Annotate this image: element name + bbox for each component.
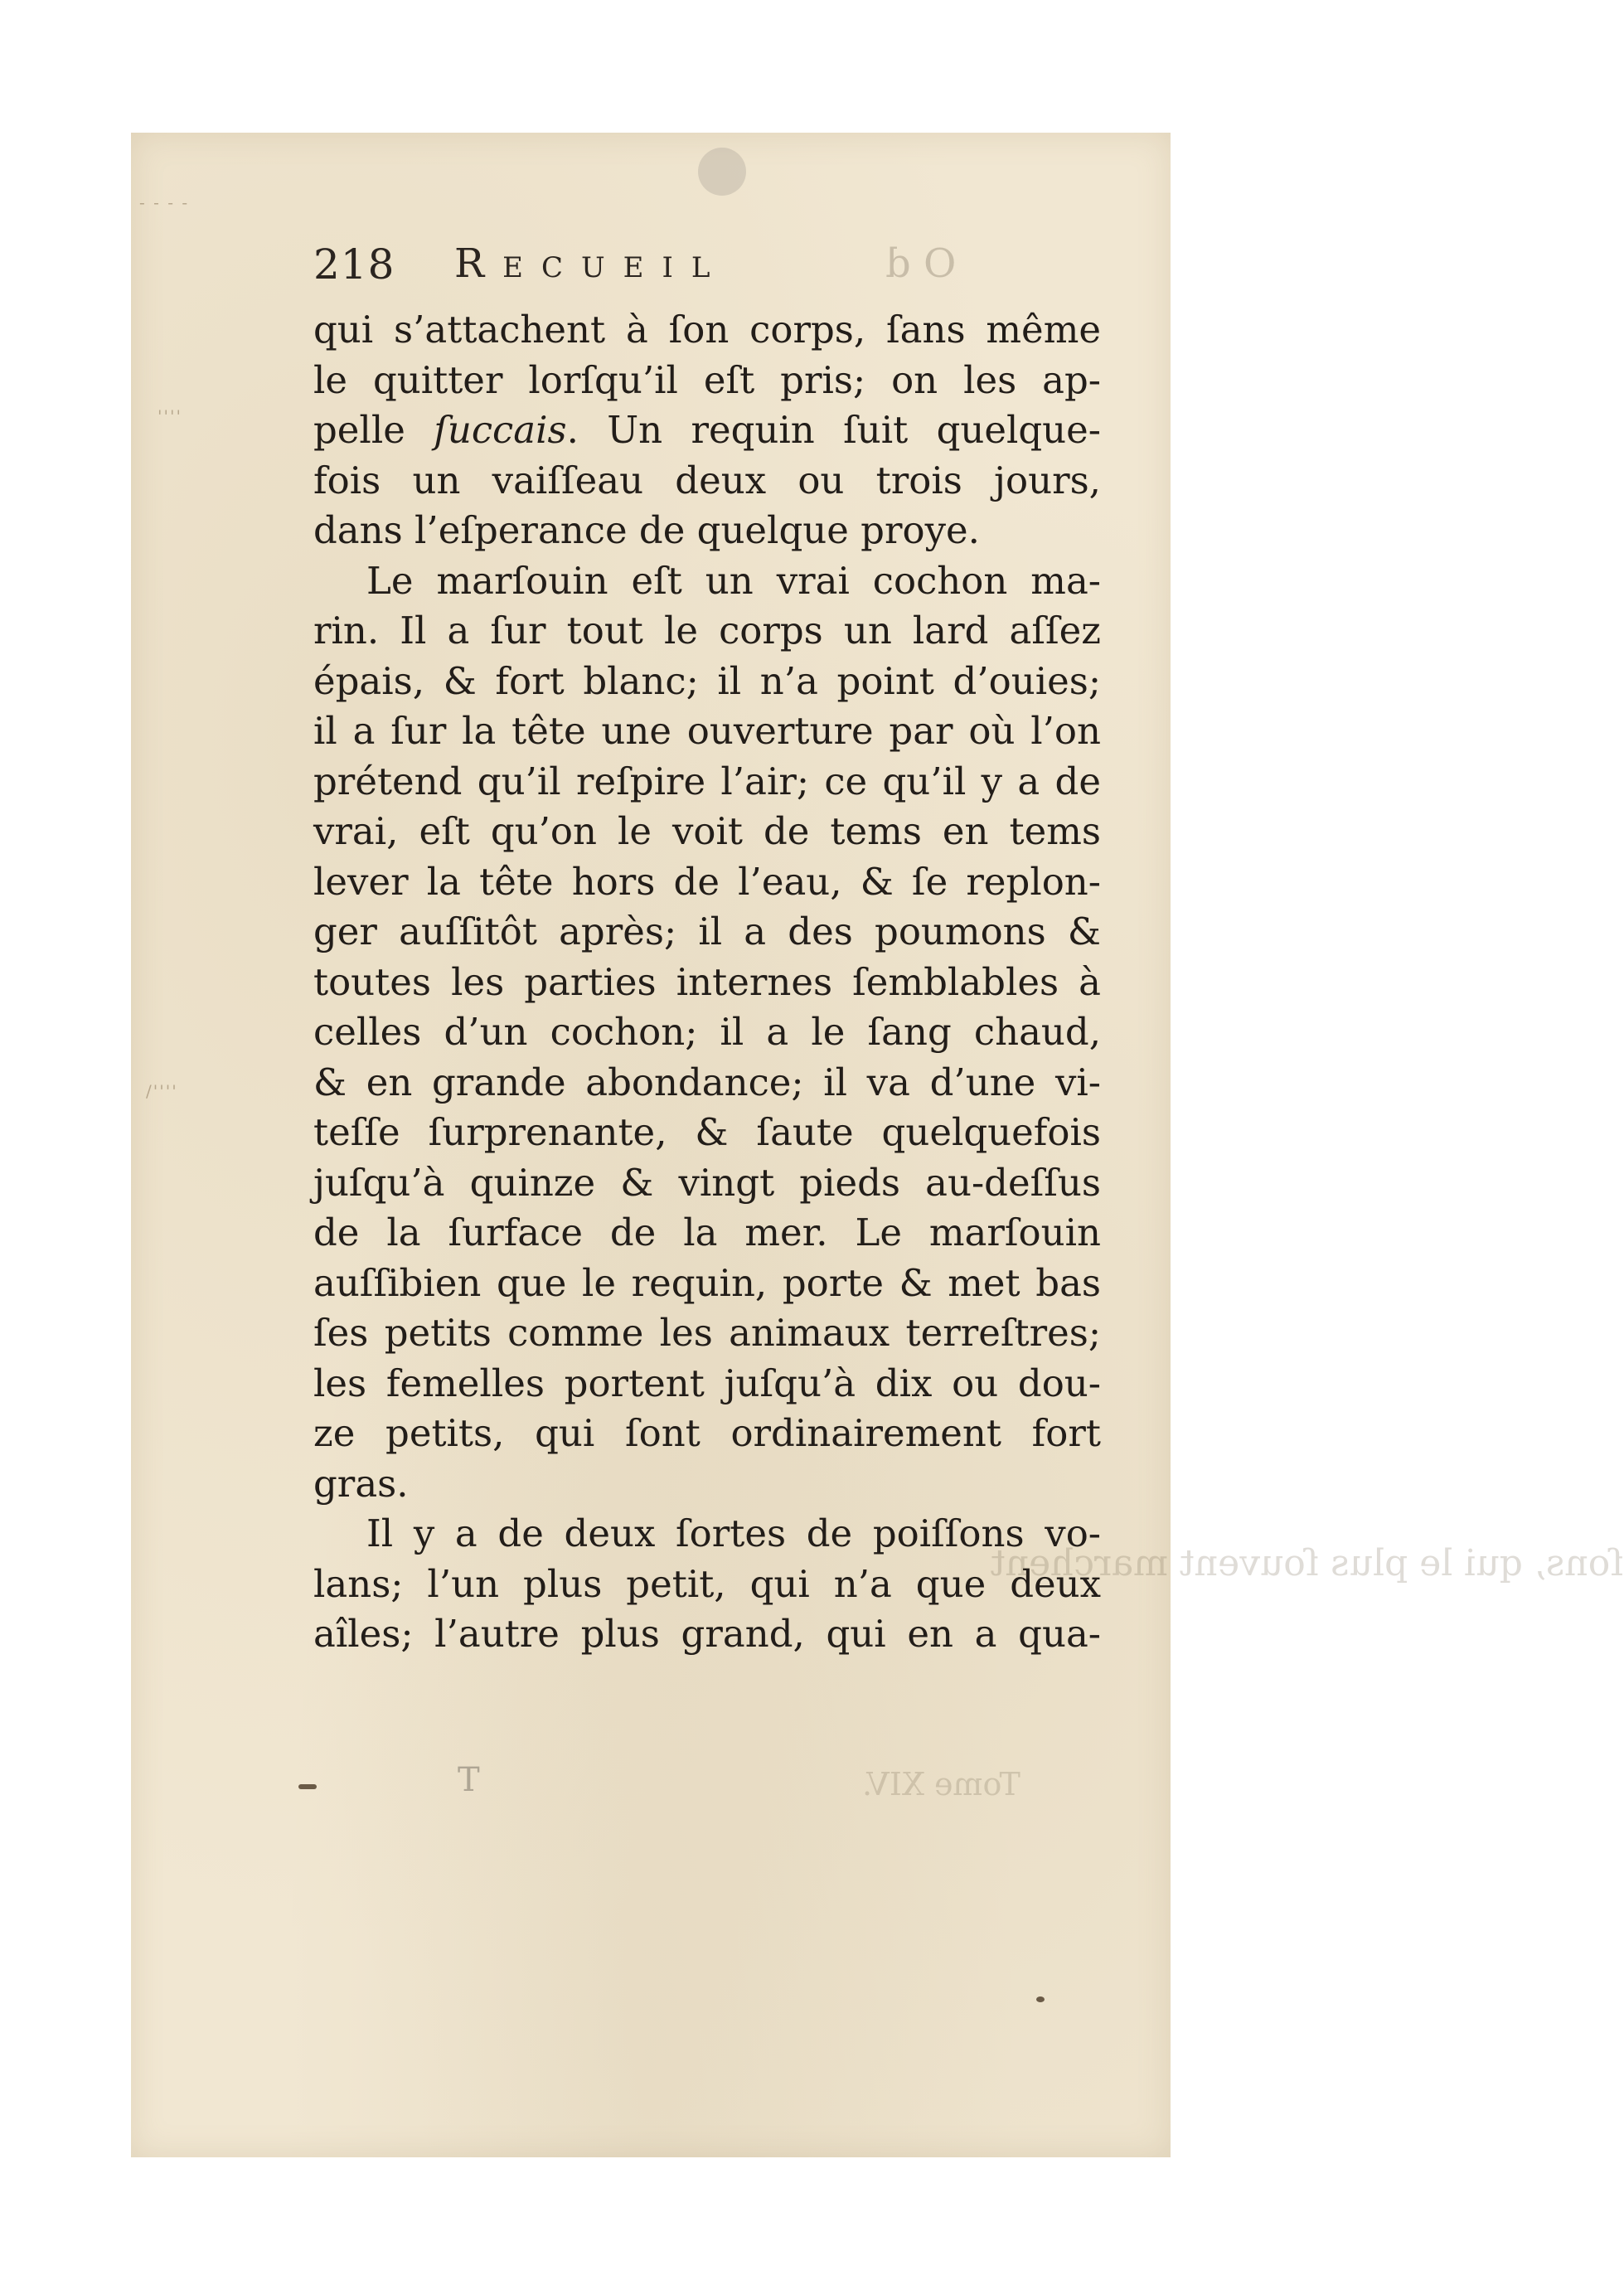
text-line: celles d’un cochon; il a le ſang chaud, (313, 1010, 1101, 1054)
text-line: vrai, eſt qu’on le voit de tems en tems (313, 809, 1101, 853)
text-line: de la ſurface de la mer. Le marſouin (313, 1210, 1101, 1254)
text-line: le quitter lorſqu’il eſt pris; on les ap- (313, 357, 1101, 402)
text-line: ger auſſitôt après; il a des poumons & (313, 910, 1101, 953)
text-line: rin. Il a ſur tout le corps un lard aſſez (313, 609, 1101, 653)
signature-mark: T (458, 1761, 480, 1799)
text-line: il a ſur la tête une ouverture par où l’on (313, 709, 1101, 753)
text-line: gras. (313, 1461, 409, 1506)
text-line: & en grande abondance; il va d’une vi- (313, 1060, 1101, 1104)
text-line: toutes les parties internes ſemblables à (313, 959, 1101, 1004)
italic-term: ſuccais (434, 408, 567, 452)
text-line: Le marſouin eſt un vrai cochon ma- (366, 558, 1101, 603)
text-line: ze petits, qui ſont ordinairement fort (313, 1411, 1101, 1455)
text-line: lever la tête hors de l’eau, & ſe replon- (313, 859, 1101, 904)
text-line: teſſe ſurprenante, & ſaute quelquefois (313, 1110, 1101, 1154)
ink-stain (698, 148, 746, 196)
text-line: ſes petits comme les animaux terreſtres; (313, 1311, 1101, 1355)
page-number: 218 (313, 240, 395, 289)
text-line: qui s’attachent à ſon corps, ſans même (313, 308, 1101, 352)
margin-mark: /'''' (146, 1081, 178, 1101)
text-line (313, 405, 1101, 456)
text-line-content: pelle ſuccais. Un requin ſuit quelque- (313, 408, 1102, 452)
text-line: les femelles portent juſqu’à dix ou dou- (313, 1361, 1101, 1405)
text-line: aîles; l’autre plus grand, qui en a qua- (313, 1612, 1101, 1656)
margin-mark: '''' (158, 406, 182, 426)
page-header (313, 240, 1010, 298)
bleed-through-mark: ſons, qui le plus ſouvent marchent (991, 1542, 1624, 1584)
paper-speck (1036, 1996, 1045, 2002)
page-body (313, 305, 1101, 1660)
text-line: juſqu’à quinze & vingt pieds au-deſſus (313, 1160, 1101, 1205)
paper-speck (298, 1784, 317, 1789)
bleed-through-mark: Tome XIV. (862, 1766, 1020, 1802)
text-line: épais, & fort blanc; il n’a point d’ouies; (313, 658, 1101, 703)
text-line: prétend qu’il reſpire l’air; ce qu’il y a de (313, 759, 1101, 803)
text-line: Il y a de deux ſortes de poiſſons vo- (366, 1511, 1101, 1555)
text-line: dans l’eſperance de quelque proye. (313, 508, 980, 552)
margin-mark: - - - - (139, 192, 190, 212)
bleed-through-mark: O d (885, 240, 957, 287)
text-line: fois un vaiſſeau deux ou trois jours, (313, 458, 1101, 502)
running-head: Recueil (454, 240, 729, 287)
text-line: lans; l’un plus petit, qui n’a que deux (313, 1561, 1101, 1606)
text-line: auſſibien que le requin, porte & met bas (313, 1260, 1101, 1305)
